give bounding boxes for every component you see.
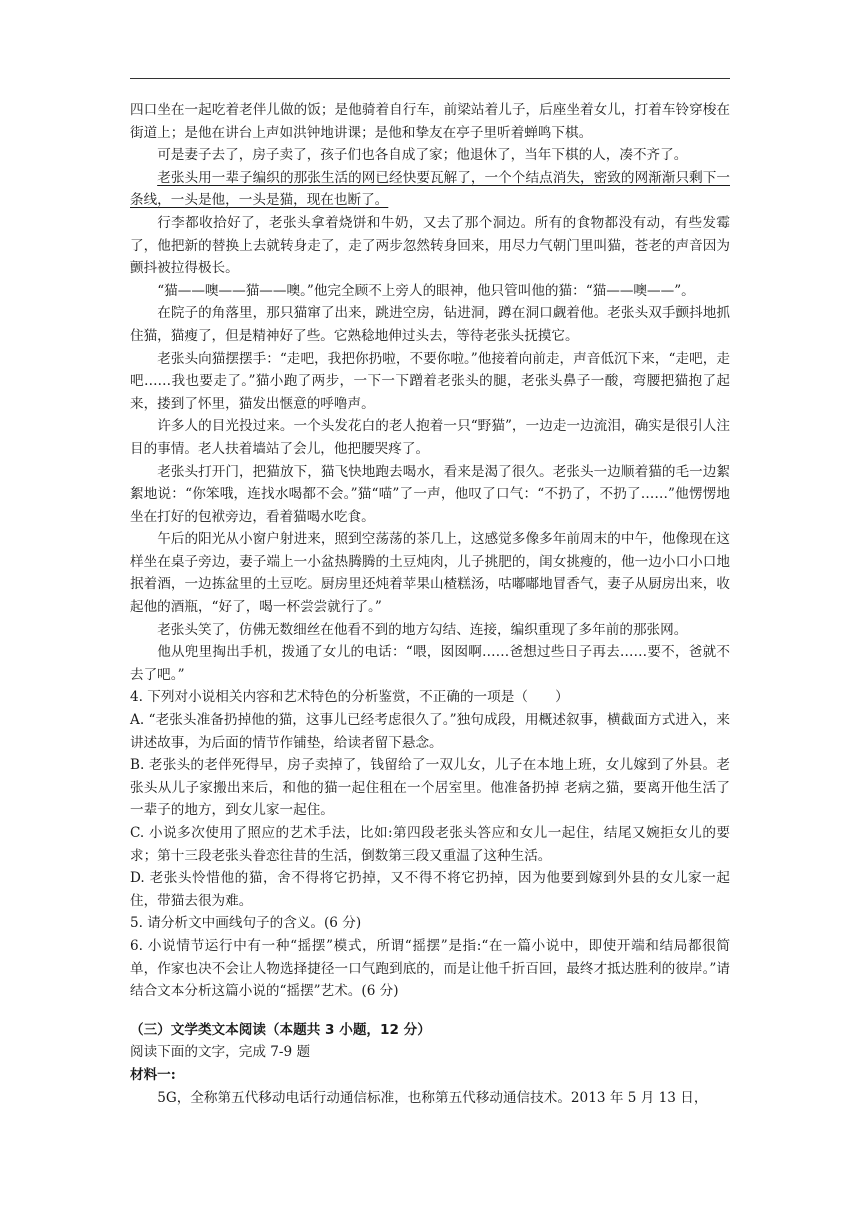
story-paragraph (130, 167, 730, 212)
question-list (130, 686, 730, 1002)
question-item: C. 小说多次使用了照应的艺术手法，比如:第四段老张头答应和女儿一起住，结尾又婉拒女儿的要求；第十三段老张头眷恋往昔的生活，倒数第三段又重温了这种生活。 (130, 825, 730, 864)
paragraph-text: 老张头向猫摆摆手：“走吧，我把你扔啦，不要你啦。”他接着向前走，声音低沉下来，“走吧，走吧……我也要走了。”猫小跑了两步，一下一下蹭着老张头的腿，老张头鼻子一酸，弯腰把猫抱了起来，搂到了怀里，猫发出惬意的呼噜声。 (130, 350, 730, 412)
question-item: 5. 请分析文中画线句子的含义。(6 分) (130, 915, 362, 932)
paragraph-text: 在院子的角落里，那只猫窜了出来，跳进空房，钻进洞，蹲在洞口觑着他。老张头双手颤抖地抓住猫，猫瘦了，但是精神好了些。它熟稔地伸过头去，等待老张头抚摸它。 (130, 305, 730, 344)
question-item: 4. 下列对小说相关内容和艺术特色的分析鉴赏，不正确的一项是（ ） (130, 689, 569, 706)
paragraph-text: 四口坐在一起吃着老伴儿做的饭；是他骑着自行车，前梁站着儿子，后座坐着女儿，打着车铃穿梭在街道上；是他在讲台上声如洪钟地讲课；是他和挚友在亭子里听着蝉鸣下棋。 (130, 102, 730, 141)
paragraph-text: 午后的阳光从小窗户射进来，照到空荡荡的茶几上，这感觉多像多年前周末的中午，他像现在这样坐在桌子旁边，妻子端上一小盆热腾腾的土豆炖肉，儿子挑肥的，闺女挑瘦的，他一边小口小口地抿着酒，一边拣盆里的土豆吃。厨房里还炖着苹果山楂糕汤，咕嘟嘟地冒香气，妻子从厨房出来，收起他的酒瓶，“好了，喝一杯尝尝就行了。” (130, 531, 730, 616)
story-paragraph (130, 641, 730, 686)
paragraph-text: 行李都收拾好了，老张头拿着烧饼和牛奶，又去了那个洞边。所有的食物都没有动，有些发霉了，他把新的替换上去就转身走了，走了两步忽然转身回来，用尽力气朝门里叫猫，苍老的声音因为颤抖被拉得极长。 (130, 214, 730, 277)
story-paragraph (130, 144, 730, 167)
material-label: 材料一: (130, 1066, 176, 1083)
paragraph-text: 他从兜里掏出手机，拨通了女儿的电话：“喂，囡囡啊……爸想过些日子再去……要不，爸就不去了吧。” (130, 644, 730, 683)
question-item: A. “老张头准备扔掉他的猫，这事儿已经考虑很久了。”独句成段，用概述叙事，横截面方式进入，来讲述故事，为后面的情节作铺垫，给读者留下悬念。 (130, 712, 730, 751)
paragraph-text: “猫——噢——猫——噢。”他完全顾不上旁人的眼神，他只管叫他的猫：“猫——噢——”。 (157, 282, 695, 299)
paragraph-text: 老张头笑了，仿佛无数细丝在他看不到的地方勾结、连接，编织重现了多年前的那张网。 (157, 621, 688, 638)
paragraph-text: 老张头打开门，把猫放下，猫飞快地跑去喝水，看来是渴了很久。老张头一边顺着猫的毛一边絮絮地说：“你笨哦，连找水喝都不会。”猫“喵”了一声，他叹了口气：“不扔了，不扔了……”他愣愣地坐在打好的包袱旁边，看着猫喝水吃食。 (130, 463, 730, 525)
section-instruction: 阅读下面的文字，完成 7-9 题 (130, 1044, 311, 1061)
header-rule (130, 78, 730, 79)
question-item: 6. 小说情节运行中有一种“摇摆”模式，所谓“摇摆”是指:“在一篇小说中，即使开端和结局都很简单，作家也决不会让人物选择捷径一口气跑到底的，而是让他千折百回，最终才抵达胜利的彼岸。”请结合文本分析这篇小说的“摇摆”艺术。(6 分) (130, 937, 730, 1000)
story-paragraph (130, 212, 730, 280)
story-paragraph (130, 280, 730, 303)
paragraph-text: 许多人的目光投过来。一个头发花白的老人抱着一只“野猫”，一边走一边流泪，确实是很引人注目的事情。老人扶着墙站了会儿，他把腰哭疼了。 (130, 418, 730, 457)
story-paragraph (130, 461, 730, 529)
paragraph-text: 可是妻子去了，房子卖了，孩子们也各自成了家；他退休了，当年下棋的人，凑不齐了。 (157, 147, 688, 164)
question-item: B. 老张头的老伴死得早，房子卖掉了，钱留给了一双儿女，儿子在本地上班，女儿嫁到了外县。老张头从儿子家搬出来后，和他的猫一起住租在一个居室里。他准备扔掉 老病之猫，要离开他生活了一辈子的地方，到女儿家一起住。 (130, 757, 730, 819)
story-paragraph (130, 528, 730, 618)
story-paragraph (130, 302, 730, 347)
document-body (130, 99, 730, 1109)
story-paragraph (130, 619, 730, 642)
material-first-line: 5G，全称第五代移动电话行动通信标准，也称第五代移动通信技术。2013 年 5 月 13 日， (157, 1089, 708, 1106)
section-title: （三）文学类文本阅读（本题共 3 小题，12 分） (130, 1021, 431, 1038)
story-paragraph (130, 99, 730, 144)
story-text (130, 99, 730, 686)
question-item: D. 老张头怜惜他的猫，舍不得将它扔掉，又不得不将它扔掉，因为他要到嫁到外县的女儿家一起住，带猫去很为难。 (130, 870, 730, 909)
story-paragraph (130, 348, 730, 416)
underlined-sentence: 老张头用一辈子编织的那张生活的网已经快要瓦解了，一个个结点消失，密致的网渐渐只剩下一条线，一头是他，一头是猫，现在也断了。 (130, 169, 730, 209)
story-paragraph (130, 415, 730, 460)
